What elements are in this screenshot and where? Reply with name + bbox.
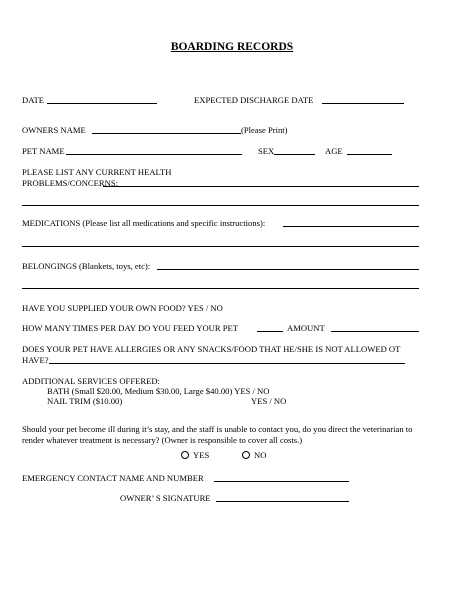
own-food-question: HAVE YOU SUPPLIED YOUR OWN FOOD? YES / NO — [22, 303, 223, 313]
no-radio-label: NO — [254, 450, 267, 460]
age-label: AGE — [325, 146, 343, 156]
health-field-line2[interactable] — [22, 205, 419, 206]
health-label-line2: PROBLEMS/CONCERNS: — [22, 178, 118, 188]
nail-trim-yes-no: YES / NO — [251, 396, 287, 406]
amount-field[interactable] — [331, 331, 419, 332]
medications-field-line1[interactable] — [283, 226, 419, 227]
expected-discharge-field[interactable] — [322, 103, 404, 104]
pet-name-field[interactable] — [66, 154, 242, 155]
emergency-contact-field[interactable] — [214, 481, 349, 482]
medications-label: MEDICATIONS (Please list all medications and specific instructions): — [22, 218, 266, 228]
ill-paragraph-line2: render whatever treatment is necessary? (Owner is responsible to cover all costs.) — [22, 435, 303, 445]
belongings-field-line1[interactable] — [157, 269, 419, 270]
bath-option: BATH (Small $20.00, Medium $30.00, Large $40.00) YES / NO — [47, 386, 270, 396]
nail-trim-option: NAIL TRIM ($10.00) — [47, 396, 123, 406]
please-print-note: (Please Print) — [241, 125, 288, 135]
ill-paragraph-line1: Should your pet become ill during it’s stay, and the staff is unable to contact you, do you direct the veterinarian to — [22, 424, 413, 434]
belongings-label: BELONGINGS (Blankets, toys, etc): — [22, 261, 151, 271]
amount-label: AMOUNT — [287, 323, 325, 333]
allergies-question-line2: HAVE? — [22, 355, 49, 365]
feed-times-field[interactable] — [257, 331, 283, 332]
form-title: BOARDING RECORDS — [170, 41, 294, 53]
feed-times-question: HOW MANY TIMES PER DAY DO YOU FEED YOUR PET — [22, 323, 239, 333]
date-label: DATE — [22, 95, 44, 105]
allergies-question-line1: DOES YOUR PET HAVE ALLERGIES OR ANY SNACKS/FOOD THAT HE/SHE IS NOT ALLOWED OT — [22, 344, 401, 354]
yes-radio-option[interactable] — [181, 451, 209, 460]
age-field[interactable] — [347, 154, 392, 155]
allergies-field[interactable] — [49, 363, 405, 364]
date-field[interactable] — [47, 103, 157, 104]
health-field-line1[interactable] — [103, 186, 419, 187]
expected-discharge-label: EXPECTED DISCHARGE DATE — [194, 95, 314, 105]
additional-services-label: ADDITIONAL SERVICES OFFERED: — [22, 376, 160, 386]
no-radio-icon[interactable] — [242, 451, 250, 459]
sex-field[interactable] — [274, 154, 315, 155]
no-radio-option[interactable] — [242, 451, 266, 460]
owners-name-field[interactable] — [92, 133, 241, 134]
belongings-field-line2[interactable] — [22, 288, 419, 289]
owner-signature-label: OWNER’ S SIGNATURE — [120, 493, 211, 503]
health-label-line1: PLEASE LIST ANY CURRENT HEALTH — [22, 167, 172, 177]
sex-label: SEX — [258, 146, 275, 156]
medications-field-line2[interactable] — [22, 246, 419, 247]
owner-signature-field[interactable] — [216, 501, 349, 502]
owners-name-label: OWNERS NAME — [22, 125, 86, 135]
pet-name-label: PET NAME — [22, 146, 65, 156]
emergency-contact-label: EMERGENCY CONTACT NAME AND NUMBER — [22, 473, 204, 483]
yes-radio-label: YES — [193, 450, 210, 460]
yes-radio-icon[interactable] — [181, 451, 189, 459]
